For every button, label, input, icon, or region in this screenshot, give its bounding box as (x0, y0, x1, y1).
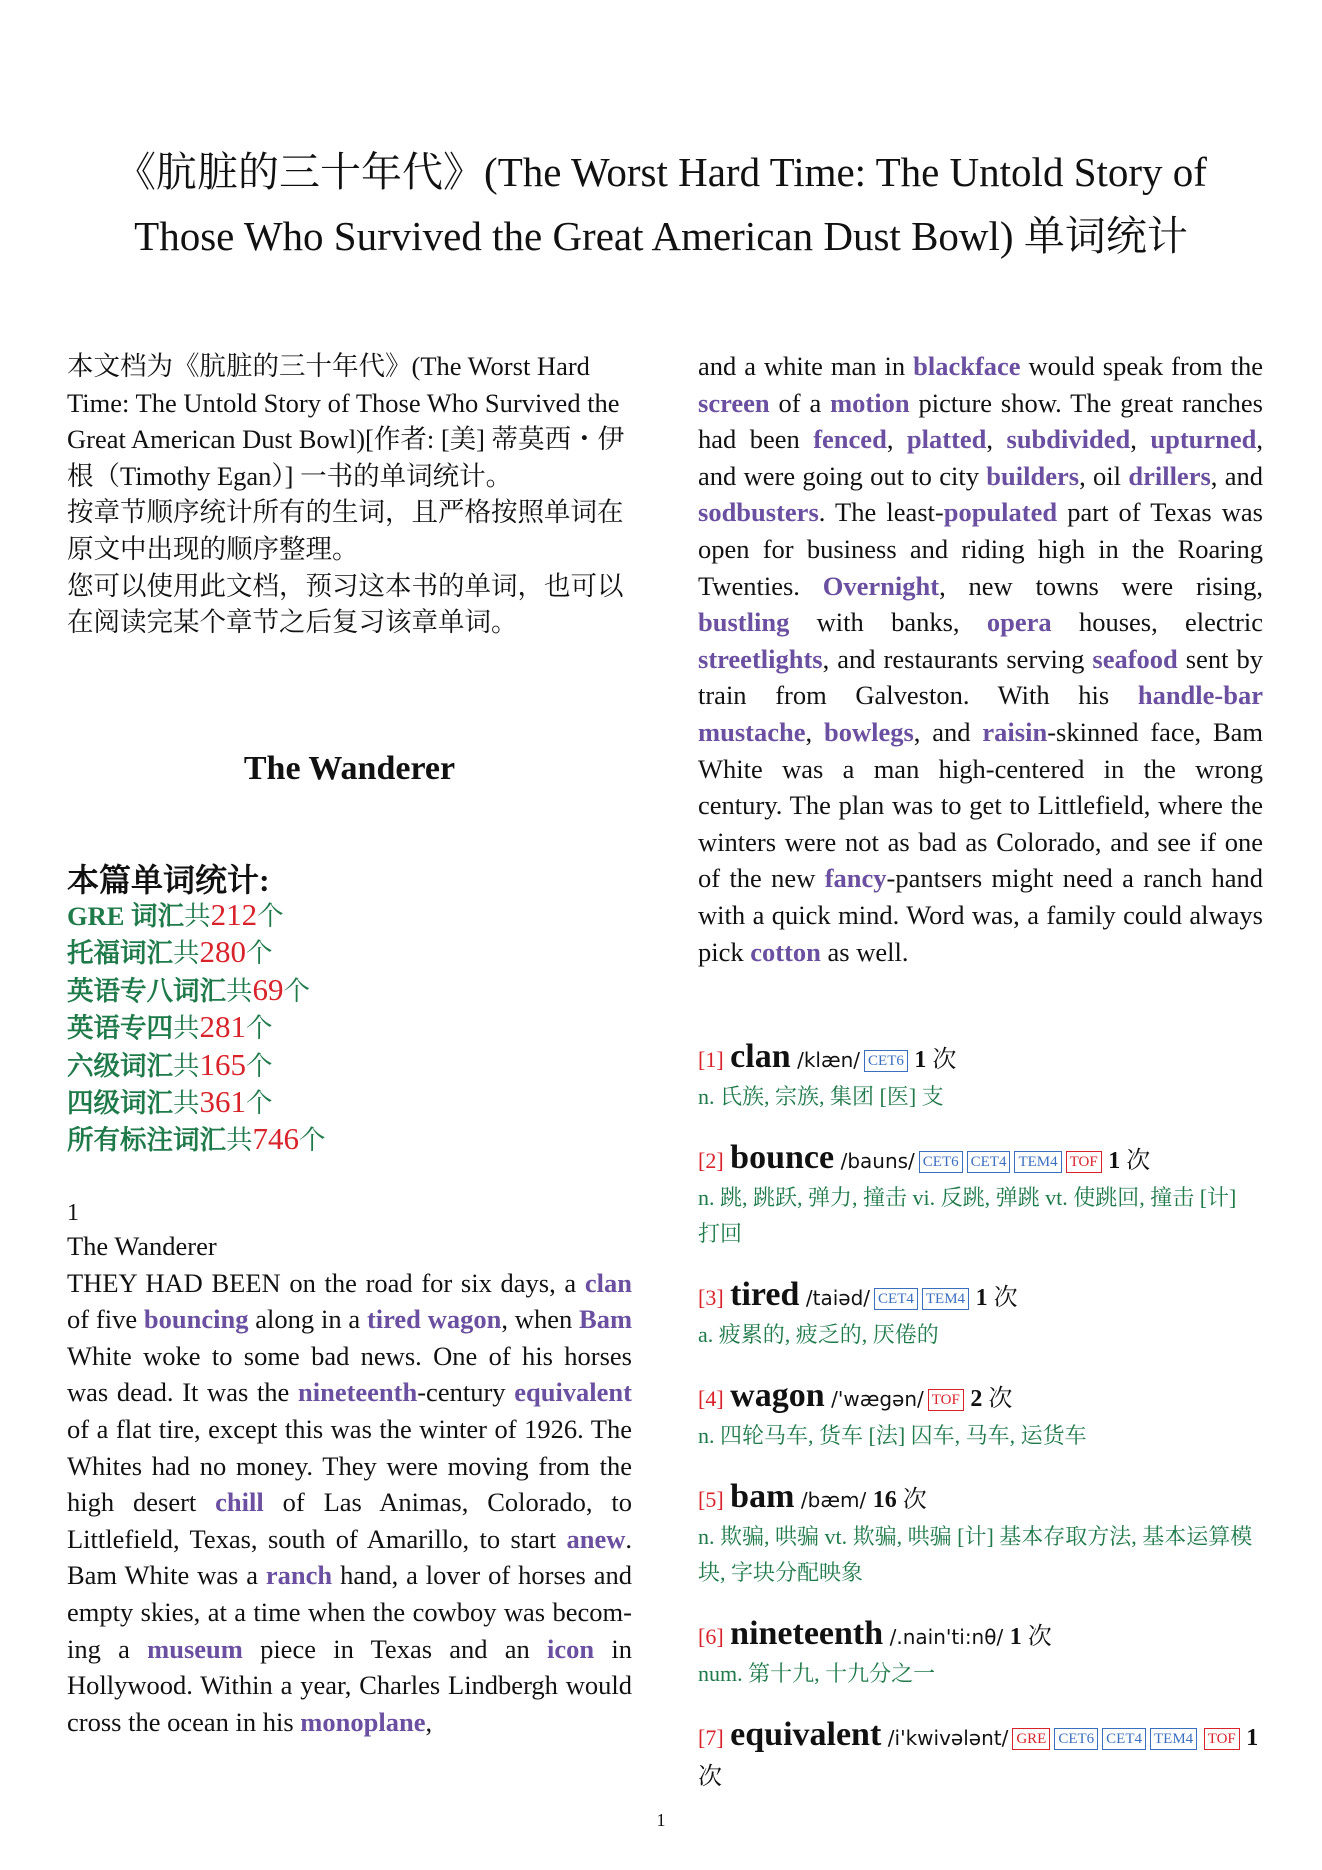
vocab-word: bowlegs (823, 716, 914, 747)
phonetic: /taiəd/ (805, 1286, 871, 1310)
stats-list (67, 897, 326, 1159)
stats-item: 六级词汇共165个 (67, 1046, 273, 1082)
vocab-word: screen (698, 387, 770, 418)
vocab-entry: [7] equivalent /i'kwivələnt/ GRE CET6 CET4 TEM4 TOF 1 次 (698, 1716, 1259, 1790)
level-tag: CET6 (1054, 1728, 1098, 1750)
story-paragraph-continued: and a white man in blackface would speak from the screen of a motion picture show. The great ranches had been fenced, platted, subdivided, upturned, and were going out to city builders, oil drillers, and sodbusters. The least-populated part of Texas was open for business and riding high in the Roaring Twenties. Overnight, new towns were rising, bustling with banks, opera houses, electric streetlights, and restaurants serving seafood sent by train from Galveston. With his handle-bar mustache, bowlegs, and raisin-skinned face, Bam White was a man high-centered in the wrong century. The plan was to get to Littlefield, where the winters were not as bad as Colorado, and see if one of the new fancy-pantsers might need a ranch hand with a quick mind. Word was, a family could always pick cotton as well. (698, 351, 1264, 967)
level-tag: CET4 (967, 1151, 1011, 1173)
vocab-word: builders (986, 460, 1080, 491)
chapter-heading: The Wanderer (67, 1231, 217, 1261)
vocab-entry: [5] bam /bæm/ 16 次 n. 欺骗, 哄骗 vt. 欺骗, 哄骗 [计] 基本存取方法, 基本运算模块, 字块分配映象 (698, 1478, 1263, 1591)
phonetic: /i'kwivələnt/ (887, 1726, 1009, 1750)
page-number: 1 (656, 1810, 666, 1830)
story-text-left (67, 1228, 632, 1740)
vocab-word: subdivided (1006, 424, 1131, 455)
stats-item: 四级词汇共361个 (67, 1084, 273, 1120)
intro-paragraph-3: 您可以使用此文档，预习这本书的单词，也可以在阅读完某个章节之后复习该章单词。 (67, 570, 624, 638)
title-line-1: 《肮脏的三十年代》(The Worst Hard Time: The Untold Story of (115, 149, 1207, 195)
vocab-word: Overnight (822, 570, 940, 601)
headword: tired (730, 1276, 800, 1313)
level-tag: CET6 (864, 1050, 908, 1072)
level-tag: TOF (1066, 1151, 1102, 1173)
phonetic: /klæn/ (797, 1048, 861, 1072)
entry-index: [3] (698, 1285, 724, 1310)
headword: bounce (730, 1139, 835, 1176)
vocab-word: fenced (813, 424, 887, 455)
entry-index: [5] (698, 1487, 724, 1512)
level-tag: CET6 (919, 1151, 963, 1173)
vocab-word: motion (830, 387, 910, 418)
vocab-word: seafood (1092, 643, 1178, 674)
definition: num. 第十九, 十九分之一 (698, 1661, 936, 1686)
definition: n. 四轮马车, 货车 [法] 囚车, 马车, 运货车 (698, 1423, 1087, 1448)
headword: equivalent (730, 1716, 882, 1753)
entry-index: [7] (698, 1725, 724, 1750)
phonetic: /bauns/ (840, 1149, 915, 1173)
stats-item: 英语专八词汇共69个 (67, 971, 310, 1007)
vocab-word: platted (906, 424, 987, 455)
vocab-word: sodbusters (698, 497, 819, 528)
chapter-title: The Wanderer (243, 750, 456, 787)
entry-index: [6] (698, 1624, 724, 1649)
vocab-word: mustache (698, 716, 806, 747)
entry-index: [4] (698, 1386, 724, 1411)
vocab-entry: [2] bounce /bauns/ CET6 CET4 TEM4 TOF 1 次 n. 跳, 跳跃, 弹力, 撞击 vi. 反跳, 弹跳 vt. 使跳回, 撞击 [计] 打回 (698, 1139, 1263, 1252)
vocab-entry: [6] nineteenth /.nain'ti:nθ/ 1 次 num. 第十九, 十九分之一 (698, 1615, 1263, 1692)
phonetic: /bæm/ (800, 1488, 867, 1512)
level-tag: TEM4 (1014, 1151, 1061, 1173)
level-tag: GRE (1012, 1728, 1050, 1750)
vocab-word: fancy (824, 863, 887, 894)
definition: a. 疲累的, 疲乏的, 厌倦的 (698, 1322, 939, 1347)
chapter-number: 1 (67, 1200, 79, 1226)
vocab-word: nineteenth (297, 1377, 418, 1408)
level-tag: TOF (1204, 1728, 1240, 1750)
vocab-word: monoplane (300, 1706, 426, 1737)
level-tag: CET4 (1102, 1728, 1146, 1750)
vocab-word: blackface (913, 351, 1021, 381)
definition: n. 欺骗, 哄骗 vt. 欺骗, 哄骗 [计] 基本存取方法, 基本运算模块, 字块分配映象 (698, 1524, 1253, 1585)
definition: n. 氏族, 宗族, 集团 [医] 支 (698, 1084, 944, 1109)
stats-heading: 本篇单词统计: (67, 862, 270, 898)
vocab-word: ranch (265, 1560, 333, 1591)
vocab-word: chill (215, 1487, 264, 1518)
vocab-entry: [1] clan /klæn/ CET6 1 次 n. 氏族, 宗族, 集团 [医] 支 (698, 1038, 1263, 1115)
document-title (80, 140, 1242, 268)
vocab-word: wagon (427, 1304, 502, 1335)
stats-item: 托福词汇共280个 (67, 934, 273, 970)
vocab-word: museum (147, 1633, 243, 1664)
vocab-word: streetlights (698, 643, 823, 674)
vocab-word: upturned (1150, 424, 1257, 455)
vocab-word: tired (366, 1304, 421, 1335)
intro-paragraph-1: 本文档为《肮脏的三十年代》(The Worst Hard Time: The Untold Story of Those Who Survived the Great American Dust Bowl)[作者: [美] 蒂莫西・伊根（Timothy Egan）] 一书的单词统计。 (67, 351, 625, 491)
vocab-word: cotton (750, 936, 821, 967)
vocab-word: Bam (579, 1304, 633, 1335)
vocab-word: icon (547, 1633, 595, 1664)
vocab-entry: [4] wagon /'wægən/ TOF 2 次 n. 四轮马车, 货车 [法] 囚车, 马车, 运货车 (698, 1377, 1263, 1454)
vocabulary-entries (698, 1038, 1263, 1796)
entry-index: [2] (698, 1148, 724, 1173)
phonetic: /'wægən/ (831, 1387, 924, 1411)
headword: nineteenth (730, 1615, 884, 1652)
level-tag: CET4 (874, 1288, 918, 1310)
title-line-2: Those Who Survived the Great American Dust Bowl) 单词统计 (134, 213, 1188, 259)
stats-item: GRE 词汇共212个 (67, 897, 284, 932)
vocab-word: anew (566, 1523, 626, 1554)
headword: bam (730, 1478, 795, 1515)
stats-item: 英语专四共281个 (67, 1009, 273, 1045)
headword: wagon (730, 1377, 825, 1414)
level-tag: TEM4 (1150, 1728, 1197, 1750)
vocab-word: bouncing (143, 1304, 249, 1335)
vocab-word: equivalent (514, 1377, 632, 1408)
entry-index: [1] (698, 1047, 724, 1072)
left-column (67, 348, 633, 1737)
intro-paragraph-2: 按章节顺序统计所有的生词，且严格按照单词在原文中出现的顺序整理。 (67, 497, 624, 564)
vocab-word: drillers (1128, 460, 1211, 491)
vocab-word: raisin (982, 716, 1048, 747)
vocab-word: opera (986, 607, 1052, 638)
level-tag: TOF (928, 1389, 964, 1411)
vocab-word: bustling (698, 607, 790, 638)
right-column (698, 348, 1264, 1790)
stats-item: 所有标注词汇共746个 (67, 1121, 326, 1157)
definition: n. 跳, 跳跃, 弹力, 撞击 vi. 反跳, 弹跳 vt. 使跳回, 撞击 [计] 打回 (698, 1185, 1237, 1246)
level-tag: TEM4 (922, 1288, 969, 1310)
vocab-word: clan (584, 1267, 632, 1298)
story-paragraph: THEY HAD BEEN on the road for six days, a clan of five bouncing along in a tired wagon, when Bam White woke to some bad news. One of his horses was dead. It was the nineteenth-century equivalent of a flat tire, except this was the winter of 1926. The Whites had no money. They were moving from the high desert chill of Las Animas, Colorado, to Littlefield, Texas, south of Amarillo, to start anew. Bam White was a ranch hand, a lover of horses and empty skies, at a time when the cowboy was becom-ing a museum piece in Texas and an icon in Hollywood. Within a year, Charles Lindbergh would cross the ocean in his monoplane, (67, 1267, 633, 1737)
vocab-word: handle-bar (1137, 680, 1263, 711)
phonetic: /.nain'ti:nθ/ (889, 1625, 1004, 1649)
headword: clan (730, 1038, 791, 1075)
vocab-entry: [3] tired /taiəd/ CET4 TEM4 1 次 a. 疲累的, 疲乏的, 厌倦的 (698, 1276, 1263, 1353)
vocab-word: populated (943, 497, 1058, 528)
